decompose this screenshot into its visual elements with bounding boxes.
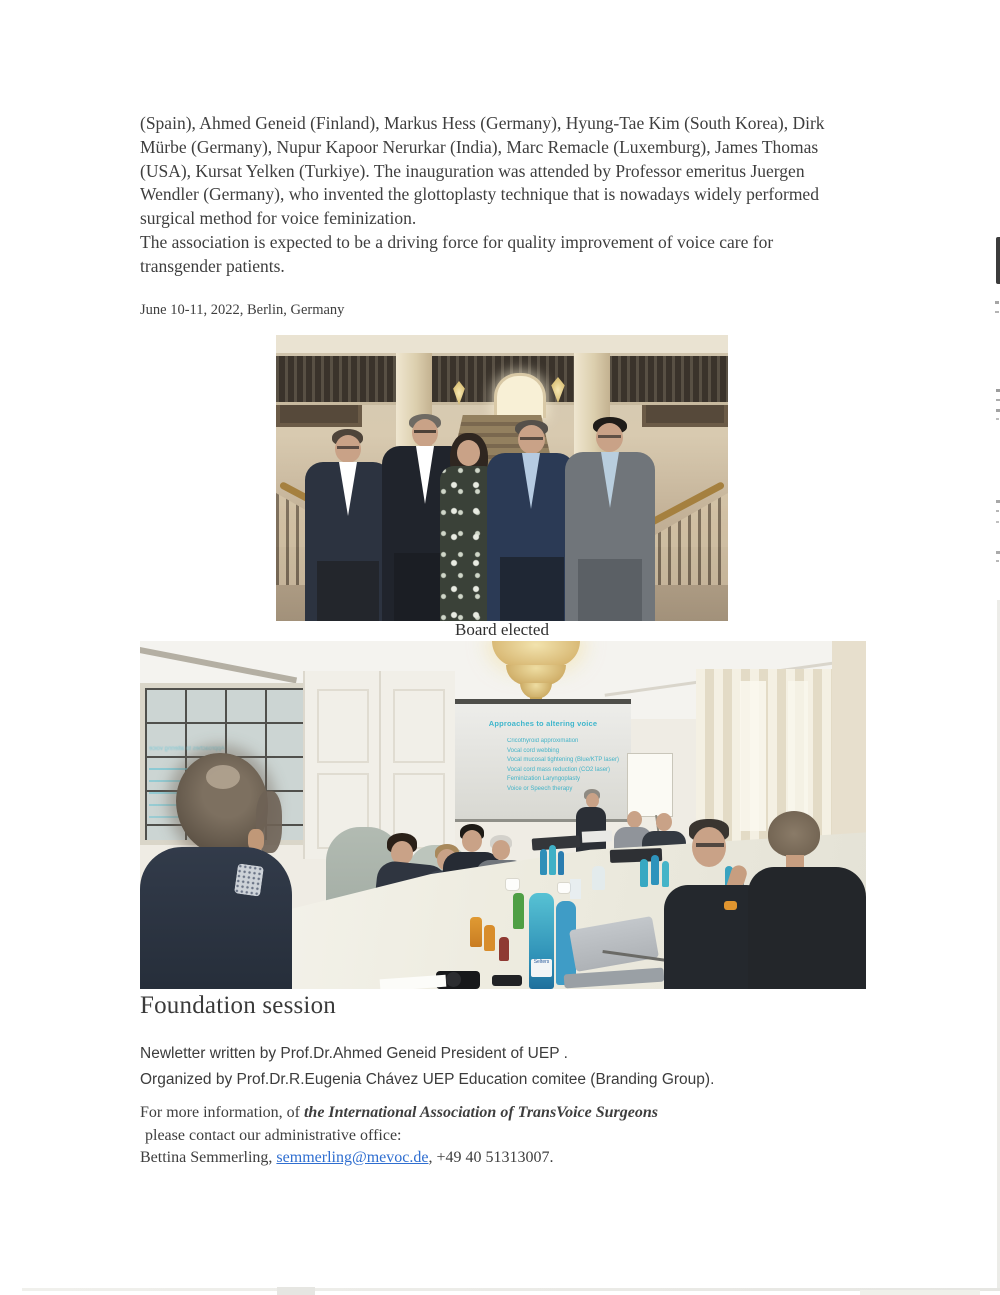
bald-patch <box>206 765 240 789</box>
water-bottle <box>540 849 547 875</box>
trousers <box>578 559 642 621</box>
contact-intro-prefix: For more information, of <box>140 1104 304 1121</box>
photo-foundation-session <box>140 641 866 989</box>
window-light <box>788 681 808 831</box>
slide-bullet: Cricothyroid approximation <box>507 738 579 744</box>
glasses-icon <box>598 435 621 438</box>
attendee-face <box>692 827 726 867</box>
attendee-face <box>462 830 482 852</box>
sweater-torso <box>140 847 292 989</box>
flip-chart <box>627 753 673 817</box>
slide-bullet: Vocal cord mass reduction (CO2 laser) <box>507 766 611 773</box>
paragraph-board-members: (Spain), Ahmed Geneid (Finland), Markus Hess (Germany), Hyung-Tae Kim (South Korea), Dirk Mürbe (Germany), Nupur Kapoor Nerurkar (India), Marc Remacle (Luxemburg), James Thomas (USA), Kursat Yelken (Turkiye). The inauguration was attended by Professor emeritus Juergen Wendler (Germany), who invented the glottoplasty technique that is nowadays widely performed surgical method for voice feminization. <box>140 113 825 229</box>
water-bottle <box>662 861 669 887</box>
projection-screen <box>455 699 631 823</box>
slide-bullet: Vocal mucosal tightening (Blue/KTP laser) <box>507 757 619 763</box>
body-text <box>140 112 852 279</box>
edge-mark <box>996 399 1000 401</box>
water-bottle <box>549 845 556 875</box>
ceiling-strip <box>276 335 728 353</box>
dateline: June 10-11, 2022, Berlin, Germany <box>140 302 345 318</box>
attendee-face <box>656 813 672 831</box>
edge-mark <box>996 560 999 562</box>
edge-mark <box>996 551 1000 554</box>
glasses-icon <box>696 843 724 847</box>
attendee-face <box>492 840 510 860</box>
face <box>457 440 480 466</box>
slide-bullet: Feminization Laryngoplasty <box>507 776 581 782</box>
contact-block <box>140 1102 658 1170</box>
glass <box>570 879 581 899</box>
bottom-edge-mark <box>860 1290 980 1295</box>
edge-mark <box>996 237 1000 284</box>
contact-name: Bettina Semmerling, <box>140 1149 277 1166</box>
laptop <box>582 830 613 843</box>
edge-mark <box>996 521 999 523</box>
central-arch-window <box>494 373 546 418</box>
attendee-jacket <box>748 867 866 989</box>
bottle-label: Selters <box>531 959 552 977</box>
coffee-cup <box>558 883 570 893</box>
paragraph-association: The association is expected to be a driving force for quality improvement of voice care for transgender patients. <box>140 231 774 276</box>
edge-mark <box>995 311 999 313</box>
camera-lens-icon <box>446 972 461 987</box>
glasses-icon <box>520 437 543 440</box>
large-water-bottle <box>529 893 554 989</box>
slide-title: Approaches to altering voice <box>488 719 598 728</box>
edge-mark <box>995 301 999 304</box>
green-bottle <box>513 893 524 929</box>
orange-wristband <box>724 901 737 910</box>
attendee-face <box>627 811 642 828</box>
phone <box>492 975 522 986</box>
slide-bullet: Voice or Speech therapy <box>507 785 573 792</box>
section-heading: Foundation session <box>140 992 336 1019</box>
email-link[interactable]: semmerling@mevoc.de <box>276 1149 429 1166</box>
photo1-caption: Board elected <box>455 620 549 639</box>
chandelier-icon <box>492 641 580 667</box>
sauce-bottle <box>499 937 509 961</box>
edge-mark <box>996 500 1000 503</box>
face <box>335 435 361 463</box>
credit-line: Organized by Prof.Dr.R.Eugenia Chávez UEP Education comitee (Branding Group). <box>140 1070 715 1088</box>
photo-board-elected <box>276 335 728 621</box>
glasses-icon <box>414 430 436 433</box>
attendee-face <box>586 793 599 808</box>
mirrored-slide-reflection: Approaches to altering voice <box>149 746 225 752</box>
contact-office-line: please contact our administrative office: <box>145 1126 402 1144</box>
edge-mark <box>996 389 1000 392</box>
glasses-icon <box>337 446 359 449</box>
edge-mark <box>996 510 999 512</box>
attendee-hair <box>768 811 820 857</box>
water-bottle <box>651 855 659 885</box>
bottom-edge-line <box>22 1288 1000 1291</box>
association-name: the International Association of TransVoice Surgeons <box>303 1104 658 1121</box>
credits-block <box>140 1041 714 1092</box>
contact-intro <box>140 1102 658 1125</box>
edge-mark <box>996 418 999 420</box>
contact-details <box>140 1147 658 1170</box>
water-bottle <box>640 859 648 887</box>
juice-bottle <box>484 925 495 951</box>
trousers <box>317 561 379 621</box>
laptop <box>532 835 581 850</box>
coffee-cup <box>506 879 519 890</box>
bottom-edge-mark <box>277 1287 315 1295</box>
slide-bullet: Vocal cord webbing <box>507 747 560 754</box>
face <box>412 419 438 447</box>
door-panel <box>317 689 369 763</box>
juice-bottle <box>470 917 482 947</box>
patterned-collar <box>234 863 264 896</box>
contact-phone: , +49 40 51313007. <box>428 1149 554 1166</box>
edge-mark <box>996 409 1000 412</box>
door-panel <box>393 689 445 763</box>
carafe <box>592 866 605 890</box>
credit-line: Newletter written by Prof.Dr.Ahmed Geneid President of UEP . <box>140 1045 568 1062</box>
slide-bullet-list <box>507 737 619 794</box>
window-light <box>740 681 766 831</box>
water-bottle <box>558 851 564 875</box>
trousers <box>500 557 564 621</box>
